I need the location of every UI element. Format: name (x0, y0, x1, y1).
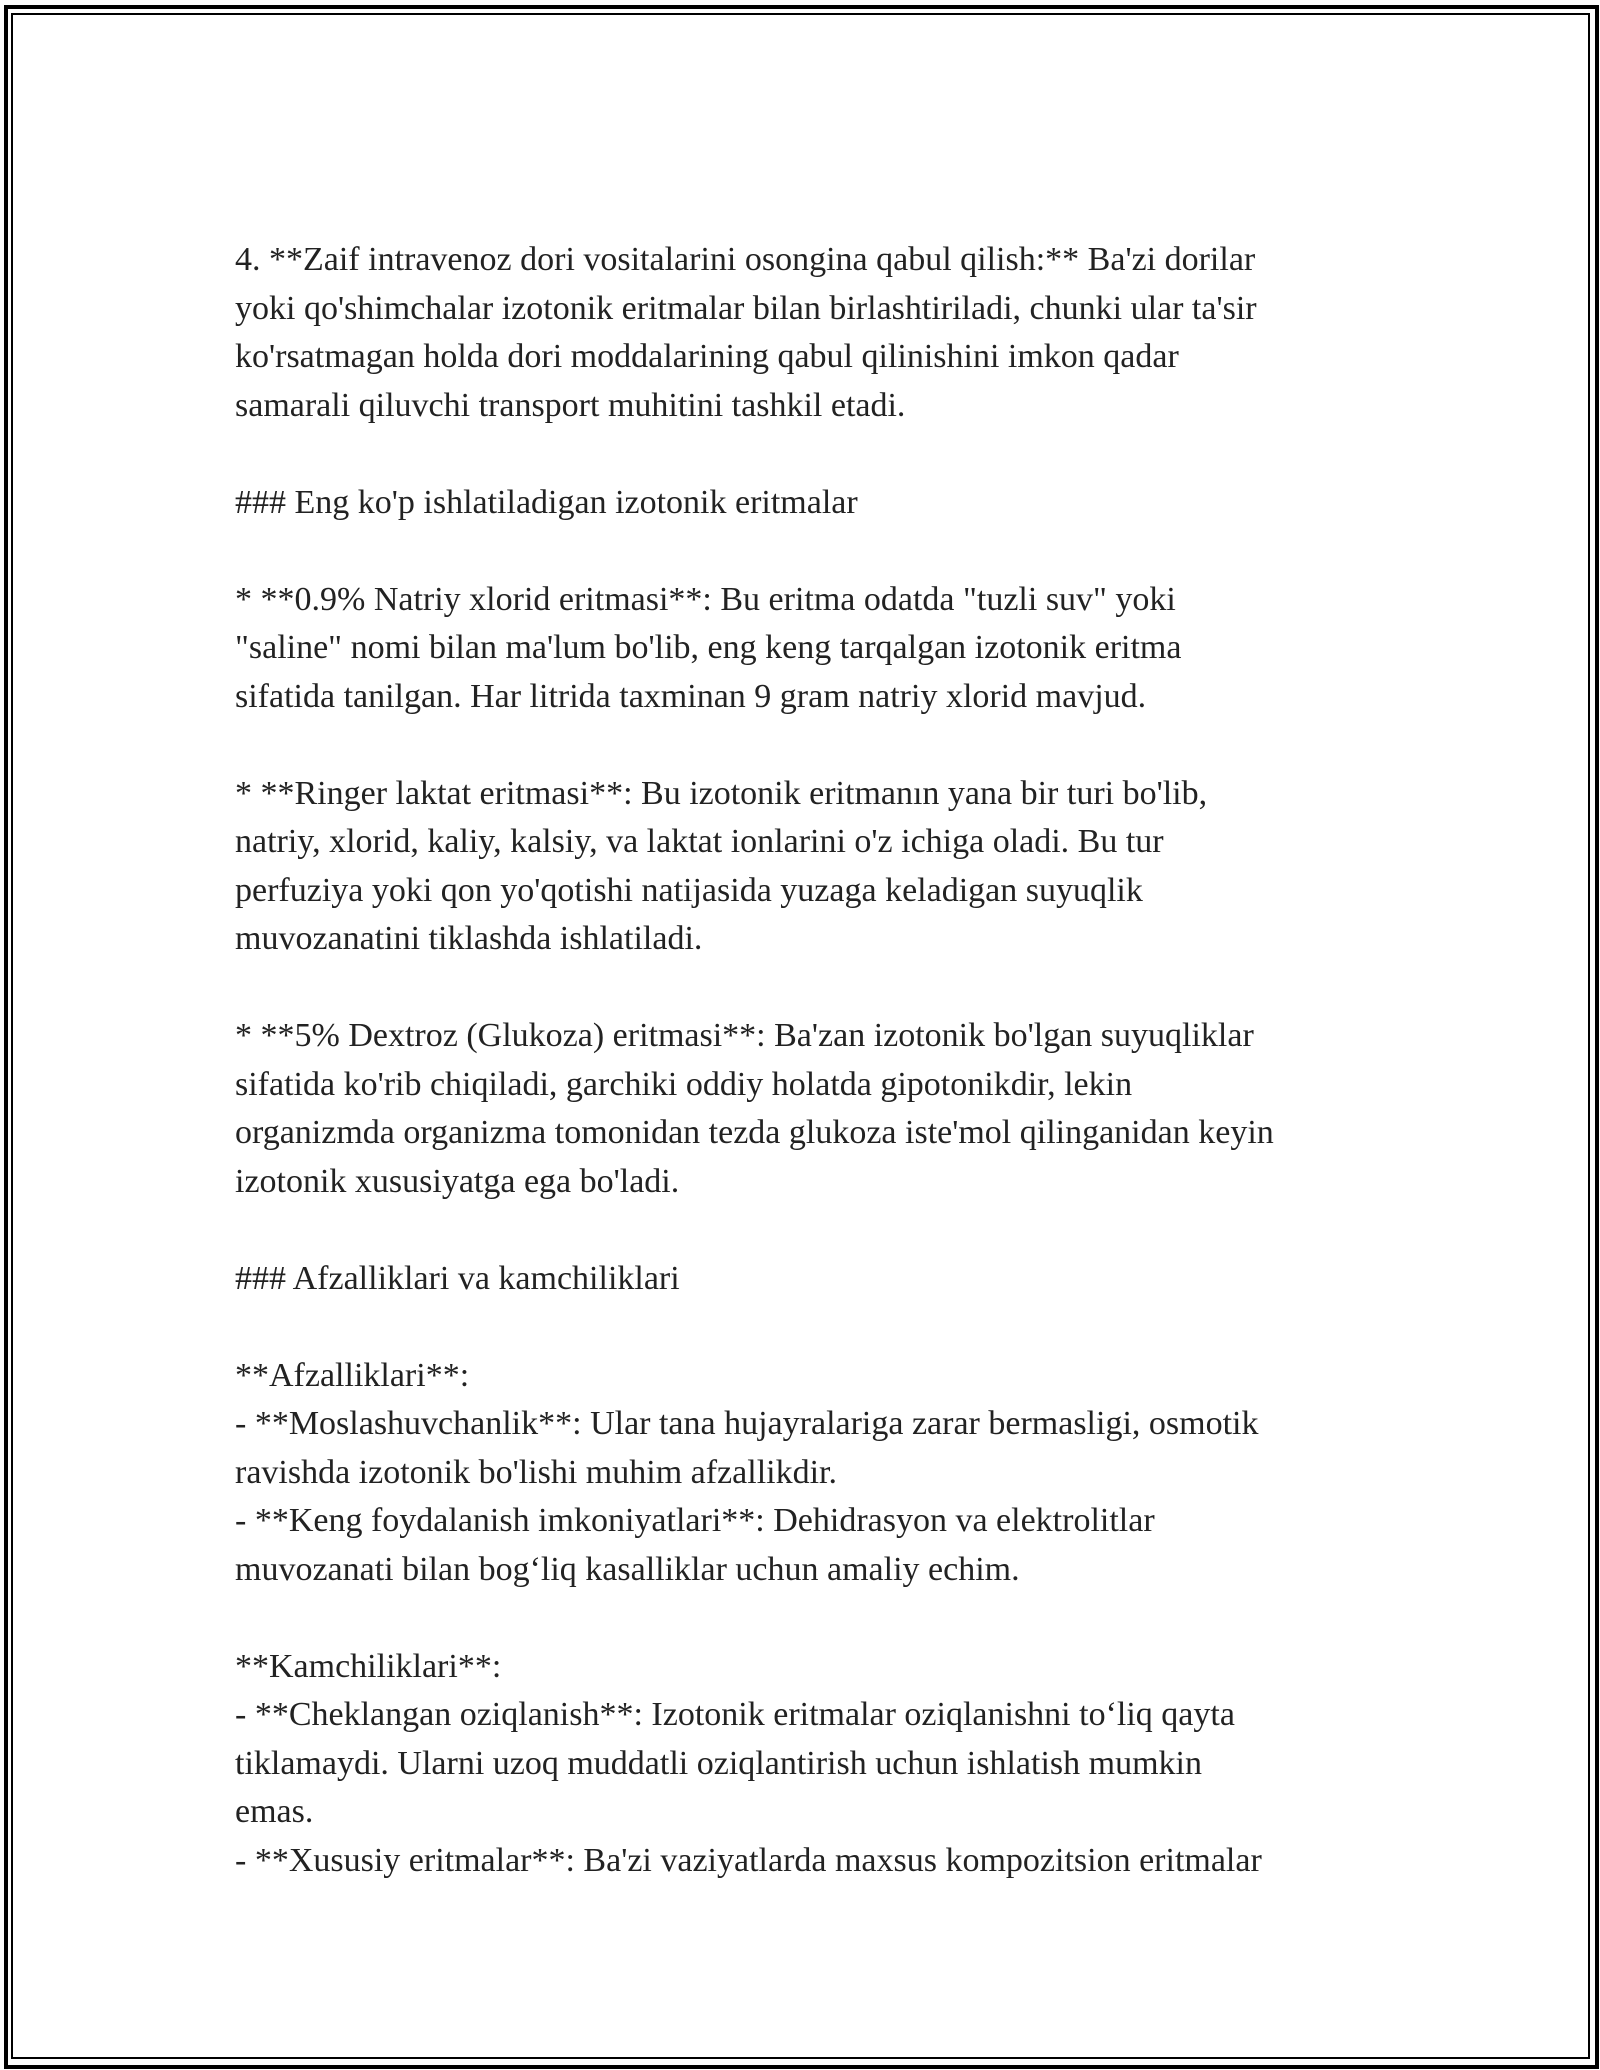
paragraph-line: sifatida ko'rib chiqiladi, garchiki oddiy holatda gipotonikdir, lekin (235, 1065, 1133, 1103)
paragraph-line: - **Cheklangan oziqlanish**: Izotonik eritmalar oziqlanishni to‘liq qayta (235, 1696, 1235, 1733)
document-body (235, 236, 1375, 1885)
paragraph-gap (235, 1303, 1375, 1352)
paragraph-gap (235, 527, 1375, 576)
section-heading-line: ### Afzalliklari va kamchiliklari (235, 1259, 680, 1297)
paragraph-line: **Afzalliklari**: (235, 1356, 470, 1394)
paragraph-line: emas. (235, 1793, 314, 1830)
paragraph-gap (235, 1206, 1375, 1255)
section-heading-line: ### Eng ko'p ishlatiladigan izotonik eritmalar (235, 483, 858, 521)
paragraph-gap (235, 1594, 1375, 1643)
paragraph-line: ko'rsatmagan holda dori moddalarining qabul qilinishini imkon qadar (235, 338, 1179, 375)
paragraph-line: yoki qo'shimchalar izotonik eritmalar bilan birlashtiriladi, chunki ular ta'sir (235, 289, 1257, 327)
paragraph-line: organizmda organizma tomonidan tezda glukoza iste'mol qilinganidan keyin (235, 1114, 1274, 1151)
paragraph-line: muvozanatini tiklashda ishlatiladi. (235, 920, 703, 957)
paragraph-gap (235, 430, 1375, 479)
paragraph-line: perfuziya yoki qon yo'qotishi natijasida yuzaga keladigan suyuqlik (235, 871, 1143, 909)
paragraph-line: sifatida tanilgan. Har litrida taxminan 9 gram natriy xlorid mavjud. (235, 677, 1147, 715)
paragraph-line: ravishda izotonik bo'lishi muhim afzallikdir. (235, 1453, 837, 1491)
paragraph-line: tiklamaydi. Ularni uzoq muddatli oziqlantirish uchun ishlatish mumkin (235, 1744, 1202, 1782)
paragraph-line: samarali qiluvchi transport muhitini tashkil etadi. (235, 386, 906, 424)
paragraph-gap (235, 964, 1375, 1013)
paragraph-line: * **0.9% Natriy xlorid eritmasi**: Bu eritma odatda "tuzli suv" yoki (235, 580, 1176, 618)
paragraph-line: "saline" nomi bilan ma'lum bo'lib, eng keng tarqalgan izotonik eritma (235, 629, 1182, 666)
paragraph-line: **Kamchiliklari**: (235, 1647, 502, 1685)
paragraph-gap (235, 721, 1375, 770)
paragraph-line: 4. **Zaif intravenoz dori vositalarini osongina qabul qilish:** Ba'zi dorilar (235, 241, 1256, 278)
paragraph-line: muvozanati bilan bog‘liq kasalliklar uchun amaliy echim. (235, 1550, 1020, 1588)
paragraph-line: * **5% Dextroz (Glukoza) eritmasi**: Ba'zan izotonik bo'lgan suyuqliklar (235, 1017, 1254, 1054)
paragraph-line: - **Keng foydalanish imkoniyatlari**: Dehidrasyon va elektrolitlar (235, 1502, 1155, 1539)
paragraph-line: - **Moslashuvchanlik**: Ular tana hujayralariga zarar bermasligi, osmotik (235, 1405, 1259, 1442)
paragraph-line: - **Xususiy eritmalar**: Ba'zi vaziyatlarda maxsus kompozitsion eritmalar (235, 1841, 1262, 1879)
paragraph-line: natriy, xlorid, kaliy, kalsiy, va laktat ionlarini o'z ichiga oladi. Bu tur (235, 823, 1164, 860)
paragraph-line: izotonik xususiyatga ega bo'ladi. (235, 1162, 680, 1200)
paragraph-line: * **Ringer laktat eritmasi**: Bu izotonik eritmanın yana bir turi bo'lib, (235, 774, 1208, 812)
